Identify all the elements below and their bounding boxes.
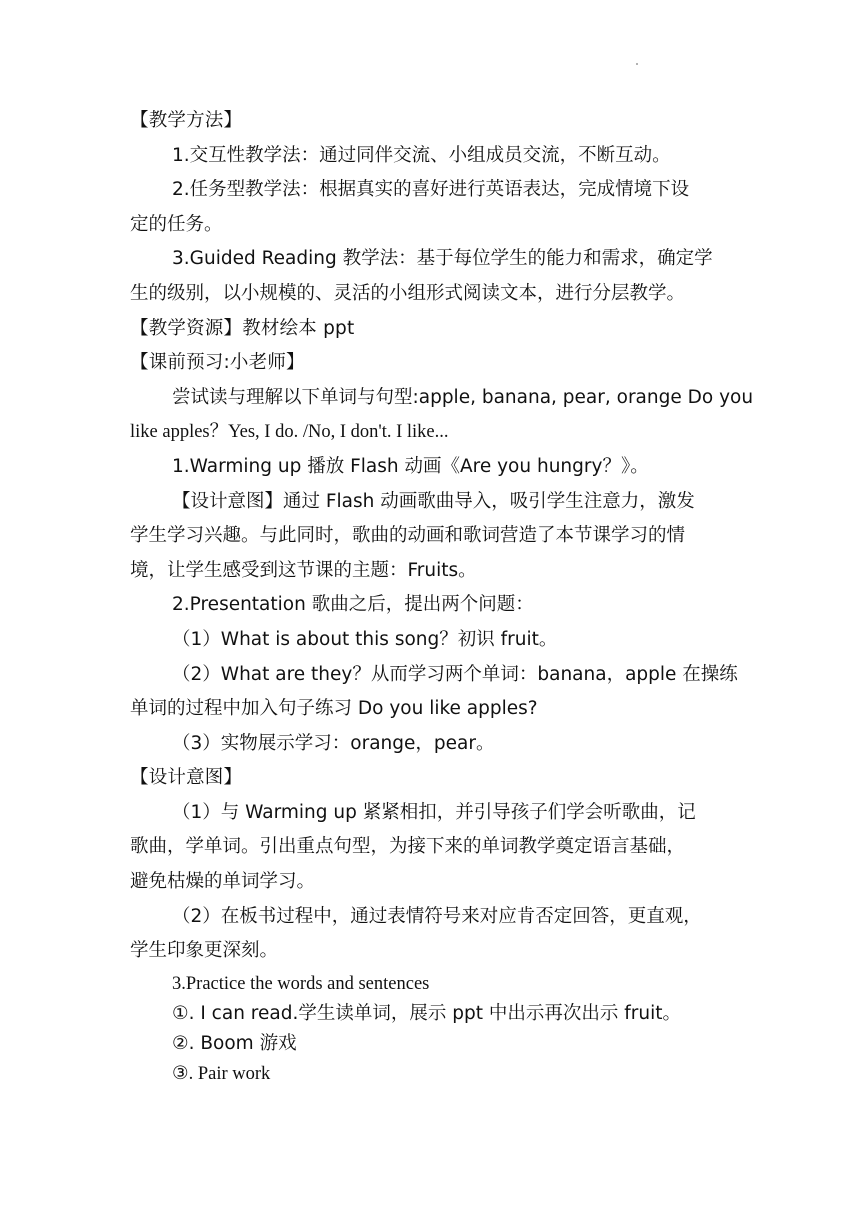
section-heading-preview: 【课前预习:小老师】 [130, 352, 305, 374]
design-intent-item-1: （1）与 Warming up 紧紧相扣，并引导孩子们学会听歌曲，记 [172, 801, 696, 823]
step-presentation: 2.Presentation 歌曲之后，提出两个问题： [172, 594, 534, 616]
presentation-question-2-continued: 单词的过程中加入句子练习 Do you like apples? [130, 698, 538, 720]
design-intent-item-1-continued-2: 避免枯燥的单词学习。 [130, 871, 316, 893]
design-intent-warming-up-continued-2: 境，让学生感受到这节课的主题：Fruits。 [130, 559, 477, 581]
method-item-2-continued: 定的任务。 [130, 213, 223, 235]
design-intent-warming-up: 【设计意图】通过 Flash 动画歌曲导入，吸引学生注意力，激发 [172, 490, 695, 512]
method-item-3: 3.Guided Reading 教学法：基于每位学生的能力和需求，确定学 [172, 248, 713, 270]
method-item-2: 2.任务型教学法：根据真实的喜好进行英语表达，完成情境下设 [172, 179, 690, 201]
step-warming-up: 1.Warming up 播放 Flash 动画《Are you hungry？》。 [172, 455, 649, 477]
design-intent-item-1-continued-1: 歌曲，学单词。引出重点句型，为接下来的单词教学奠定语言基础， [130, 836, 686, 858]
step-practice: 3.Practice the words and sentences [172, 973, 430, 994]
document-body [130, 104, 754, 1089]
section-heading-teaching-methods: 【教学方法】 [130, 110, 243, 131]
practice-item-1: ①. I can read.学生读单词，展示 ppt 中出示再次出示 fruit。 [172, 1002, 681, 1024]
practice-item-2: ②. Boom 游戏 [172, 1032, 297, 1054]
section-heading-design-intent: 【设计意图】 [130, 767, 243, 789]
stray-dot-mark [636, 63, 638, 65]
presentation-question-1: （1）What is about this song？初识 fruit。 [172, 628, 558, 650]
method-item-1: 1.交互性教学法：通过同伴交流、小组成员交流，不断互动。 [172, 144, 671, 166]
section-heading-teaching-resources: 【教学资源】教材绘本 ppt [130, 317, 355, 339]
preview-paragraph: 尝试读与理解以下单词与句型:apple, banana, pear, orange Do you [172, 386, 754, 408]
design-intent-warming-up-continued-1: 学生学习兴趣。与此同时，歌曲的动画和歌词营造了本节课学习的情 [130, 525, 686, 547]
design-intent-item-2-continued: 学生印象更深刻。 [130, 940, 279, 962]
presentation-item-3: （3）实物展示学习：orange，pear。 [172, 732, 495, 754]
practice-item-3: ③. Pair work [172, 1063, 271, 1084]
presentation-question-2: （2）What are they？从而学习两个单词：banana，apple 在操练 [172, 663, 738, 685]
preview-paragraph-continued: like apples？Yes, I do. /No, I don't. I like... [130, 422, 449, 443]
design-intent-item-2: （2）在板书过程中，通过表情符号来对应肯否定回答，更直观， [172, 905, 702, 927]
method-item-3-continued: 生的级别，以小规模的、灵活的小组形式阅读文本，进行分层教学。 [130, 282, 686, 304]
